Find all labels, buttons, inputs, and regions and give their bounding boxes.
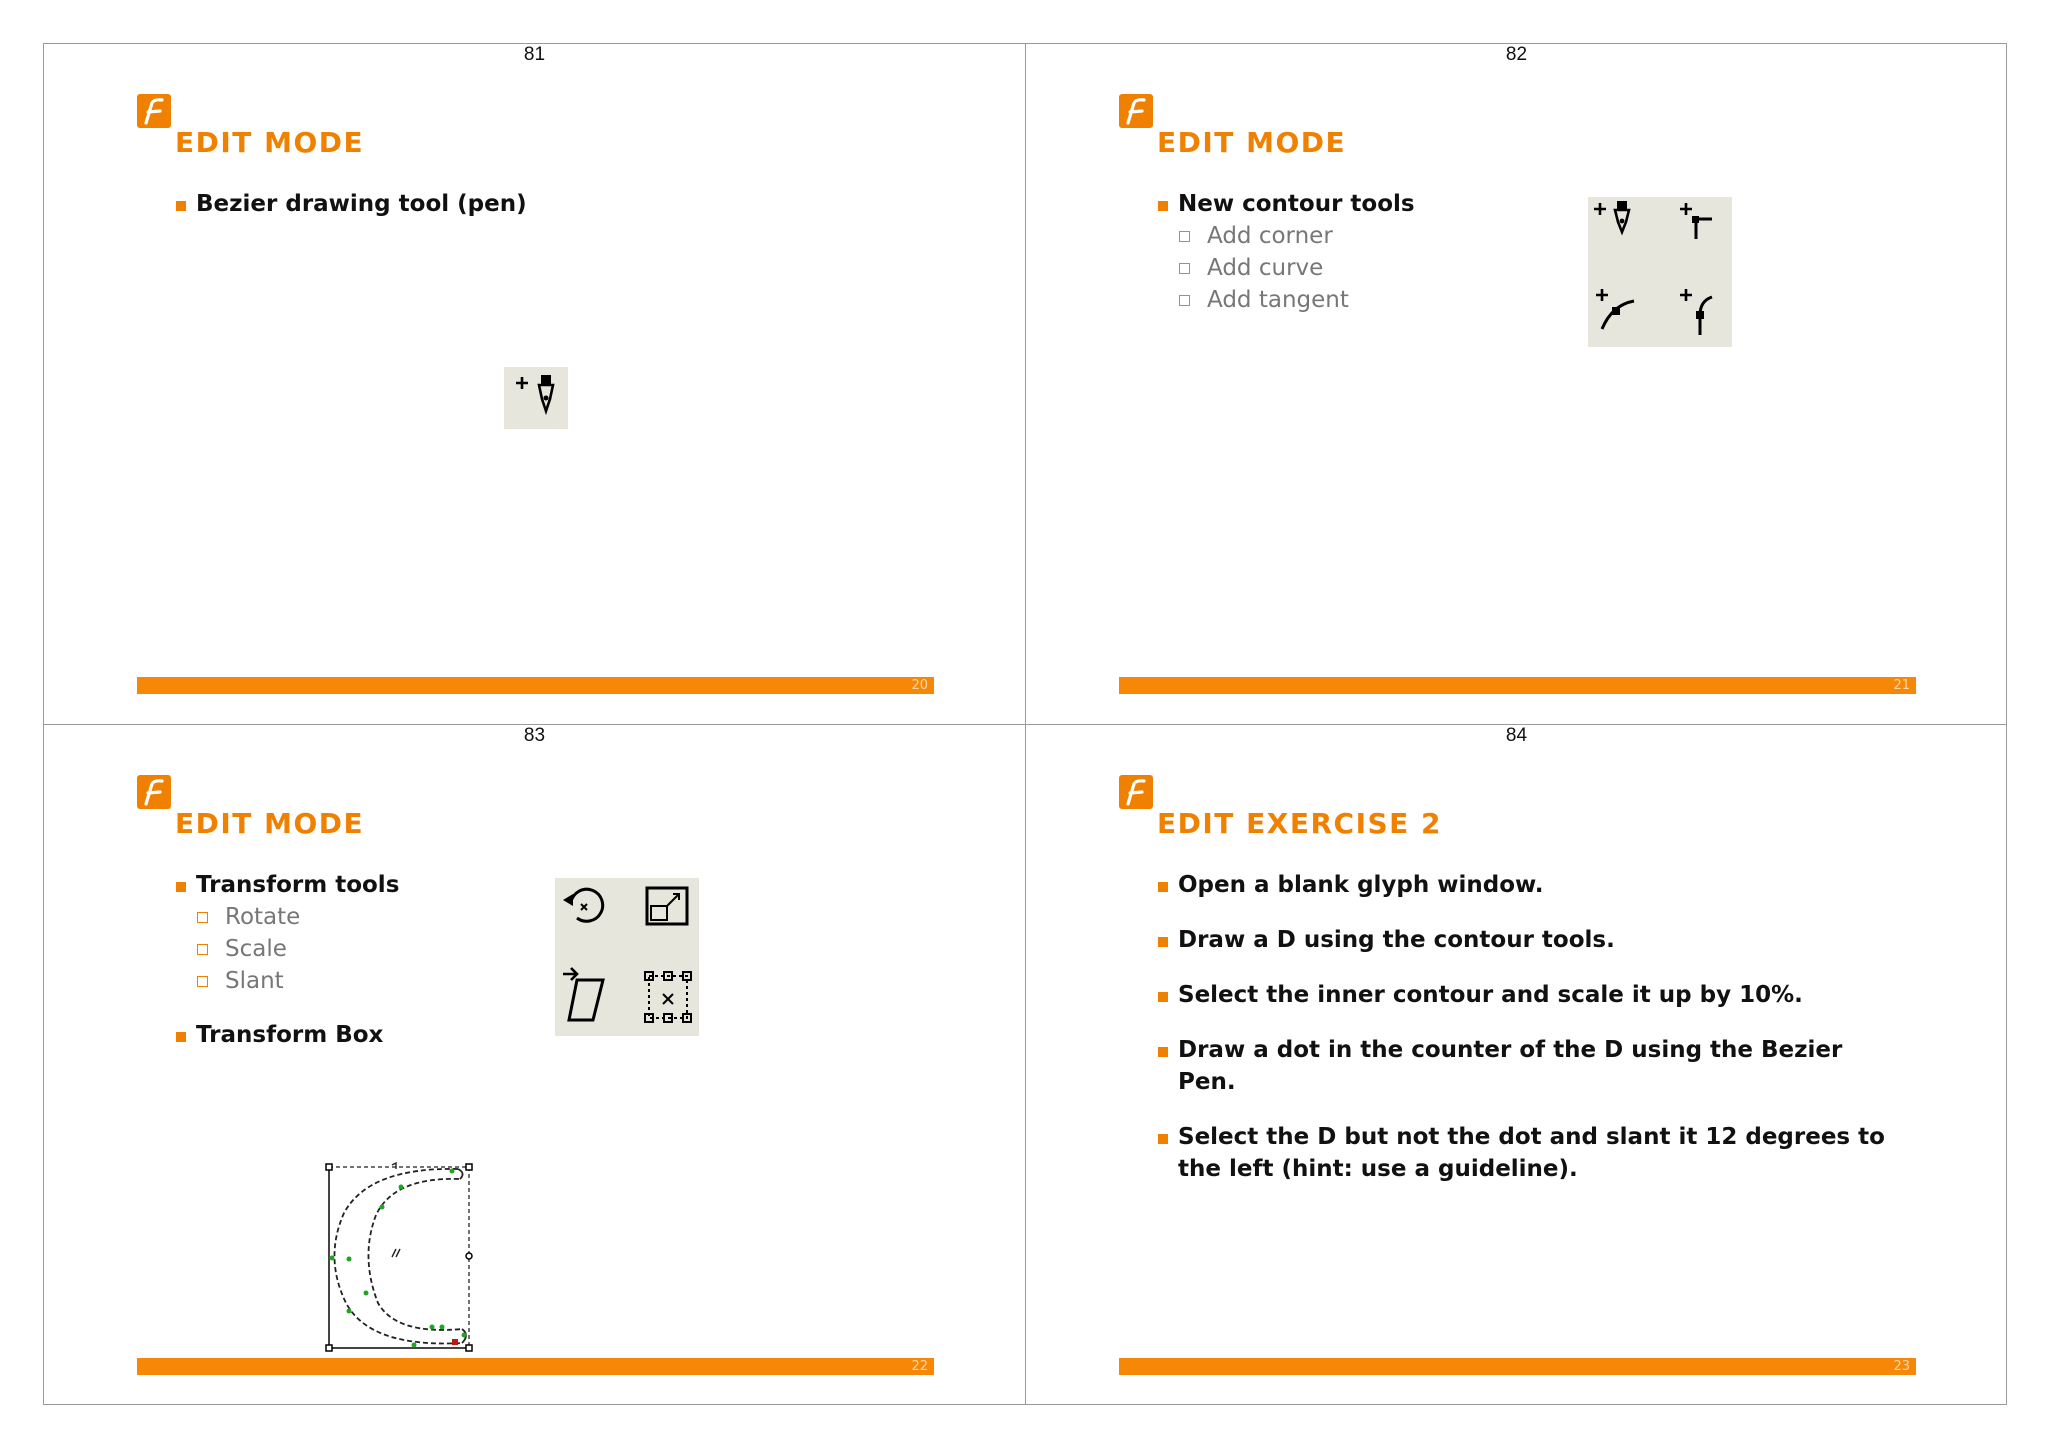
slide-title: EDIT EXERCISE 2 (1157, 807, 1443, 840)
bullet-item: Select the inner contour and scale it up by 10%. (1157, 979, 1897, 1011)
footer-slide-number: 20 (911, 678, 928, 693)
add-tangent-icon (1680, 289, 1712, 335)
slide-page-number: 82 (1505, 44, 1528, 65)
sub-item-add-curve: Add curve (1178, 252, 1917, 284)
contour-tools-panel (1588, 197, 1732, 347)
add-corner-pen-icon (1594, 201, 1629, 232)
footer-bar (1119, 677, 1916, 694)
bullet-list (1157, 188, 1917, 316)
footer-slide-number: 23 (1893, 1359, 1910, 1374)
slant-icon (563, 968, 603, 1020)
slide-84 (1026, 725, 2007, 1405)
slide-title: EDIT MODE (175, 126, 365, 159)
bullet-item: Transform tools (175, 869, 935, 901)
sub-item-add-tangent: Add tangent (1178, 284, 1917, 316)
footer-bar (137, 677, 934, 694)
sub-item-scale: Scale (196, 933, 935, 965)
slide-82 (1026, 44, 2007, 724)
sub-item-slant: Slant (196, 965, 935, 997)
slide-title: EDIT MODE (175, 807, 365, 840)
fontlab-logo-icon (1119, 94, 1153, 128)
bullet-item: Bezier drawing tool (pen) (175, 188, 935, 220)
bullet-item: Transform Box (175, 1019, 935, 1051)
sub-list (1178, 220, 1917, 316)
slide-81 (44, 44, 1025, 724)
transform-box-icon (645, 972, 691, 1022)
footer-bar (1119, 1358, 1916, 1375)
bullet-item: Draw a dot in the counter of the D using the Bezier Pen. (1157, 1034, 1897, 1098)
footer-slide-number: 21 (1893, 678, 1910, 693)
fontlab-logo-icon (137, 94, 171, 128)
bullet-item: Select the D but not the dot and slant it 12 degrees to the left (hint: use a guideline). (1157, 1121, 1897, 1185)
rotate-icon (563, 889, 603, 921)
sub-item-add-corner: Add corner (1178, 220, 1917, 252)
add-curve-icon (1596, 289, 1634, 329)
sub-item-rotate: Rotate (196, 901, 935, 933)
slide-page-number: 83 (523, 725, 546, 746)
scale-icon (647, 888, 687, 924)
bullet-item: Open a blank glyph window. (1157, 869, 1897, 901)
handout-page (43, 43, 2007, 1405)
footer-bar (137, 1358, 934, 1375)
slide-83 (44, 725, 1025, 1405)
bullet-item: New contour tools (1157, 188, 1917, 220)
transform-box-illustration (294, 1153, 494, 1357)
bullet-item: Draw a D using the contour tools. (1157, 924, 1897, 956)
footer-slide-number: 22 (911, 1359, 928, 1374)
bullet-list (1157, 869, 1897, 1208)
fontlab-logo-icon (137, 775, 171, 809)
pen-icon (504, 367, 568, 429)
slide-page-number: 81 (523, 44, 546, 65)
transform-tools-panel (555, 878, 699, 1036)
slide-title: EDIT MODE (1157, 126, 1347, 159)
slide-page-number: 84 (1505, 725, 1528, 746)
fontlab-logo-icon (1119, 775, 1153, 809)
bullet-list (175, 188, 935, 220)
add-corner-icon (1680, 203, 1712, 239)
